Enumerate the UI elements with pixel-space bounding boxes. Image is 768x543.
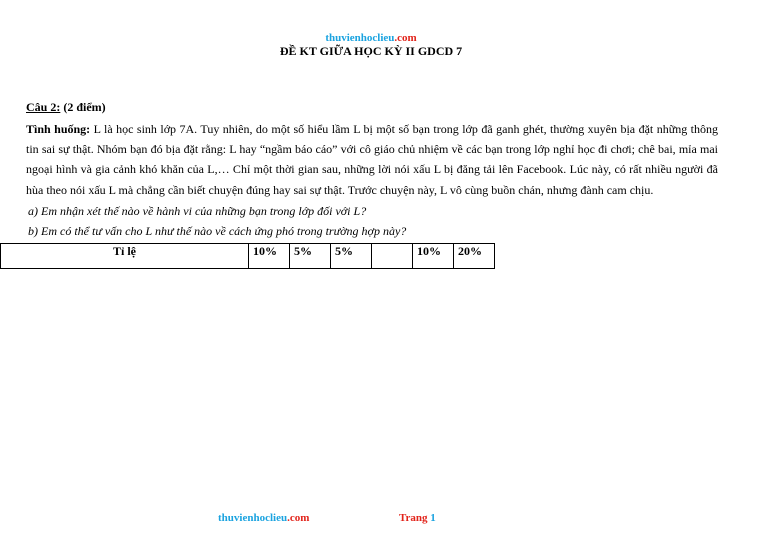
score-table (0, 243, 495, 269)
table-row-label: Tỉ lệ (1, 244, 249, 269)
question-points: (2 điểm) (63, 100, 106, 114)
footer-brand (218, 512, 309, 525)
situation-lead: Tình huống: (26, 122, 91, 136)
table-cell: 5% (331, 244, 372, 269)
page-label: Trang (399, 512, 428, 524)
question-heading (26, 100, 106, 114)
table-row (1, 244, 495, 269)
sub-question-a: a) Em nhận xét thế nào về hành vi của những bạn trong lớp đối với L? (28, 204, 367, 218)
header-brand-name: thuvienhoclieu (325, 32, 395, 44)
table-cell: 10% (249, 244, 290, 269)
header-brand-domain: .com (394, 32, 417, 44)
table-cell: 20% (454, 244, 495, 269)
table-cell (372, 244, 413, 269)
sub-question-b: b) Em có thể tư vấn cho L như thế nào về cách ứng phó trong trường hợp này? (28, 224, 407, 238)
document-title: ĐỀ KT GIỮA HỌC KỲ II GDCD 7 (279, 44, 463, 58)
table-cell: 10% (413, 244, 454, 269)
situation-text: L là học sinh lớp 7A. Tuy nhiên, do một số hiểu lầm L bị một số bạn trong lớp đã ganh ghét, thường xuyên bịa đặt những thông tin sai sự thật. Nhóm bạn đó bịa đặt rằng: L hay “ngầm báo cáo” với cô giáo chủ nhiệm về các bạn trong lớp nghỉ học đi chơi; chê bai, mỉa mai ngoại hình và gia cảnh khó khăn của L,… Chỉ một thời gian sau, những lời nói xấu L bị đăng tải lên Facebook. Lúc này, có rất nhiều người đã hùa theo nói xấu L mà chẳng cần biết chuyện đúng hay sai sự thật. Trước chuyện này, L vô cùng buồn chán, nhưng đành cam chịu. (26, 122, 719, 197)
table-cell: 5% (290, 244, 331, 269)
footer-brand-name: thuvienhoclieu (218, 512, 288, 524)
page-number: 1 (430, 512, 436, 524)
page-indicator (399, 512, 436, 525)
question-label: Câu 2: (26, 100, 61, 114)
footer-brand-domain: .com (287, 512, 310, 524)
situation-paragraph (26, 119, 718, 200)
